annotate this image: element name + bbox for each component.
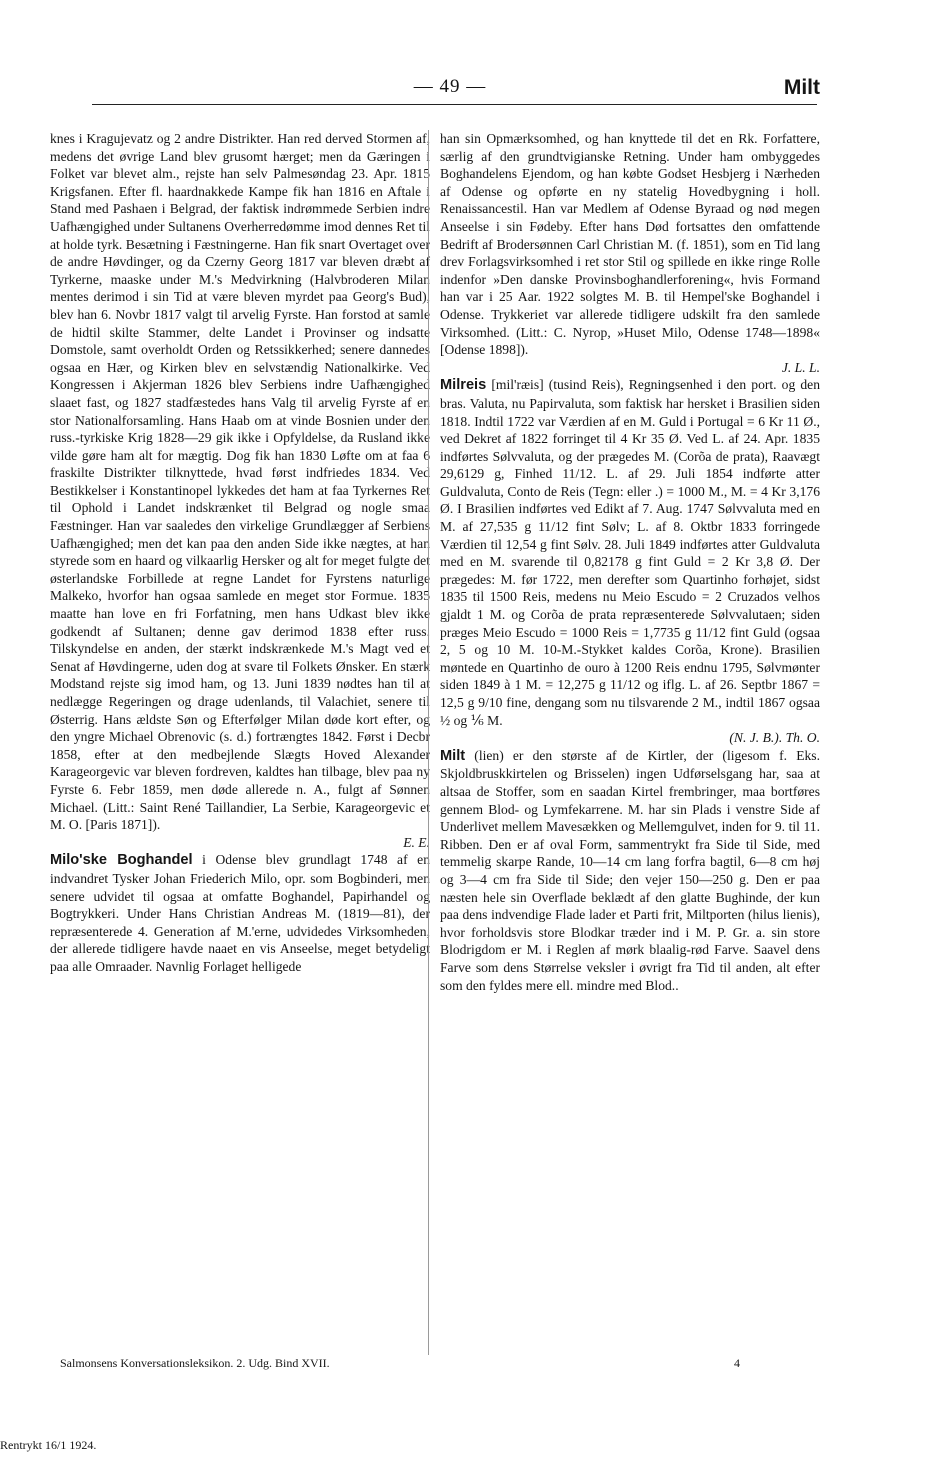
entry-signature: J. L. L.	[781, 359, 820, 375]
entry-milt-text: (lien) er den største af de Kirtler, der (ligesom f. Eks. Skjoldbruskkirtelen og Brisselen) ingen Udførselsgang har, saa at altsaa de Stoffer, som en saadan Kirtel frembringer, maa bortføres gennem Blod- og Lymfekarrene. M. har sin Plads i venstre Side af Underlivet mellem Mavesækken og Mellemgulvet, inden for 9. til 11. Ribben. Den er af oval Form, sammentrykt fra Side til Side, med temmelig skarpe Rande, 10—14 cm lang forfra bagtil, 6—8 cm høj og 3—4 cm fra Side til Side; den vejer 150—250 g. Den er paa næsten hele sin Overflade beklædt af den glatte Bughinde, der kun paa dens indvendige Flade lader et Parti frit, Miltporten (hilus lienis), hvor forholdsvis store Blodkar træder ind i M. P. Gr. a. sin store Blodrigdom er M. i Reglen af mørk blaalig-rød Farve. Saavel dens Farve som dens Størrelse veksler i øvrigt fra Tid til anden, alt efter som den fyldes mere ell. mindre med Blod..	[440, 747, 820, 993]
entry-signature: E. E.	[403, 834, 430, 850]
entry-milo-boghandel	[50, 851, 430, 975]
publication-line: Salmonsens Konversationsleksikon. 2. Udg. Bind XVII.	[60, 1356, 330, 1370]
header-rule	[92, 104, 817, 105]
entry-milo-continued: han sin Opmærksomhed, og han knyttede til det en Rk. Forfattere, særlig af den grundtvigianske Retning. Under ham ombyggedes Boghandelens Ejendom, og han købte Godset Hesbjerg i Nærheden af Odense og opførte en ny statelig Hovedbygning i holl. Renaissancestil. Han var Medlem af Odense Byraad og nød megen Anseelse i sin Fødeby. Efter hans Død fortsattes den omfattende Bedrift af Brodersønnen Carl Christian M. (f. 1851), som en Tid lang drev Forlagsvirksomhed i ret stor Stil og spillede en ikke ringe Rolle indenfor »Den danske Provinsboghandlerforening«, hvis Formand han var i 25 Aar. 1922 solgtes M. B. til Hempel'ske Boghandel i Odense. Trykkeriet var allerede tidligere udskilt fra den samlede Virksomhed. (Litt.: C. Nyrop, »Huset Milo, Odense 1748—1898« [Odense 1898]).	[440, 131, 820, 358]
headword-milo-boghandel: Milo'ske Boghandel	[50, 852, 193, 869]
column-divider	[428, 130, 429, 1355]
page-number: — 49 —	[413, 76, 487, 97]
entry-milt	[440, 747, 820, 994]
sheet-number: 4	[734, 1356, 740, 1370]
entry-signature: (N. J. B.). Th. O.	[729, 730, 820, 746]
entry-milo-text: i Odense blev grundlagt 1748 af en indvandret Tysker Johan Friederich Milo, opr. som Bogbinderi, men senere udvidet til ogsaa at omfatte Boghandel, Papirhandel og Bogtrykkeri. Under Hans Christian Andreas M. (1819—81), der repræsenterede 4. Generation af M.'erne, udvidedes Virksomheden, der allerede tidligere havde naaet en vis Anseelse, meget betydeligt paa alle Omraader. Navnlig Forlaget helligede	[50, 852, 430, 974]
entry-milreis-text: [mil'ræis] (tusind Reis), Regningsenhed i den port. og den bras. Valuta, nu Papirvaluta, som faktisk har hersket i Brasilien siden 1818. Indtil 1722 var Værdien af en M. Guld i Portugal = 6 Kr 11 Ø., ved Dekret af 1822 forringet til 4 Kr 35 Ø. Ved L. af 24. Apr. 1835 indførtes Sølvvaluta, og der prægedes M. (Corõa de prata), Raavægt 29,6129 g, Finhed 11/12. L. af 29. Juli 1854 indførte atter Guldvaluta, Conto de Reis (Tegn: eller .) = 1000 M., M. = 4 Kr 3,176 Ø. I Brasilien indførtes ved Edikt af 7. Aug. 1747 Sølvvaluta med en M. af 27,535 g 11/12 fint Sølv; L. af 8. Oktbr 1833 forringede Værdien til 12,54 g fint Sølv. 28. Juli 1849 indførtes atter Guldvaluta med en M. svarende til 0,82178 g fint Guld = 2 Kr 3,8 Ø. Der prægedes: M. før 1722, men derefter som Quartinho forhøjet, sidst 1835 til 1500 Reis, medens nu Meio Escudo = 2 Cruzados velhos gjaldt 1 M. og Corõa de prata repræsenterede Sølvvalutaen; siden præges Meio Escudo = 1000 Reis = 1,7735 g 11/12 fint Guld (ogsaa 2, 5 og 10 M. 10-M.-Stykket kaldes Corõa, Krone). Brasilien møntede en Quartinho de ouro à 1200 Reis endnu 1795, Sølvmønter siden 1849 à 1 M. = 12,275 g 11/12 og iflg. L. af 26. Septbr 1867 = 12,5 g 9/10 fine, dengang som nu tilsvarende 2 M., indtil 1867 ogsaa ½ og ⅙ M.	[440, 377, 820, 728]
right-column	[440, 130, 820, 994]
headword-milt: Milt	[440, 747, 466, 764]
entry-milos-obrenovic-text: knes i Kragujevatz og 2 andre Distrikter. Han red derved Stormen af, medens det øvrige Land blev grusomt hærget; men da Gæringen i Folket var blevet alm., rejste han selv Palmesøndag 23. Apr. 1815 Krigsfanen. Efter fl. haardnakkede Kampe fik han 1816 en Aftale i Stand med Pashaen i Belgrad, der faktisk indrømmede Serbien indre Uafhængighed under Sultanens Overherredømme imod dennes Ret til at holde tyrk. Besætning i Fæstningerne. Han fik snart Overtaget over de andre Høvdinger, og da Czerny Georg 1817 var bleven dræbt af Tyrkerne, maaske under M.'s Medvirkning (Halvbroderen Milan mentes derimod i sin Tid at være bleven myrdet paa Georg's Bud), blev han 6. Novbr 1817 valgt til arvelig Fyrste. Han forstod at samle de hidtil skilte Stammer, delte Landet i Provinser og indsatte Domstole, samt overholdt Orden og Retssikkerhed; senere dannedes ogsaa en Hær, og Kirken blev en selvstændig Nationalkirke. Ved Kongressen i Akjerman 1826 blev Serbiens indre Uafhængighed slaaet fast, og 1827 stadfæstedes hans Valg til arvelig Fyrste af en stor Nationalforsamling. Hans Haab om at vinde Bosnien under den russ.-tyrkiske Krig 1828—29 gik ikke i Opfyldelse, da Rusland ikke vilde gøre ham alt for mægtig. Dog fik han 1830 Løfte om at faa 6 fraskilte Distrikter tilknyttede, hvad først indfriedes 1834. Ved Bestikkelser i Konstantinopel lykkedes det ham at faa Tyrkernes Ret til Ophold i Landet indskrænket til Belgrad og nogle smaa Fæstninger. Han var saaledes den virkelige Grundlægger af Serbiens Uafhængighed; men det kan paa den anden Side ikke nægtes, at han styrede som en haard og vilkaarlig Hersker og alt for meget fulgte det østerlandske Forbillede at regne Landet for Fyrstens naturlige Malkeko, hvorfor han ogsaa samlede en meget stor Formue. 1835 maatte han love en fri Forfatning, men hans Udkast blev ikke godkendt af Sultanen; denne gav derimod 1838 efter russ. Tilskyndelse en anden, der stærkt indskrænkede M.'s Magt ved et Senat af Høvdingerne, uden dog at svare til Folkets Ønsker. En stærk Modstand rejste sig imod ham, og 13. Juni 1839 nødtes han til at nedlægge Regeringen og drage udenlands, til Valachiet, senere til Østerrig. Hans ældste Søn og Efterfølger Milan døde kort efter, og den yngre Michael Obrenovic (s. d.) fortrængtes 1842. Først i Decbr 1858, efter at den medbejlende Slægts Hoved Alexander Karageorgevic var bleven fordreven, kaldtes han tilbage, blev paa ny Fyrste 6. Febr 1859, men døde allerede n. A., fulgt af Sønnen Michael. (Litt.: Saint René Taillandier, La Serbie, Karageorgevic et M. O. [Paris 1871]).	[50, 131, 430, 833]
entry-milreis	[440, 376, 820, 729]
running-head: Milt	[783, 76, 820, 99]
left-column	[50, 130, 430, 976]
headword-milreis: Milreis	[440, 377, 487, 394]
page-footer	[60, 1356, 740, 1371]
reprint-note: Rentrykt 16/1 1924.	[0, 1438, 97, 1452]
page-header	[80, 70, 820, 106]
